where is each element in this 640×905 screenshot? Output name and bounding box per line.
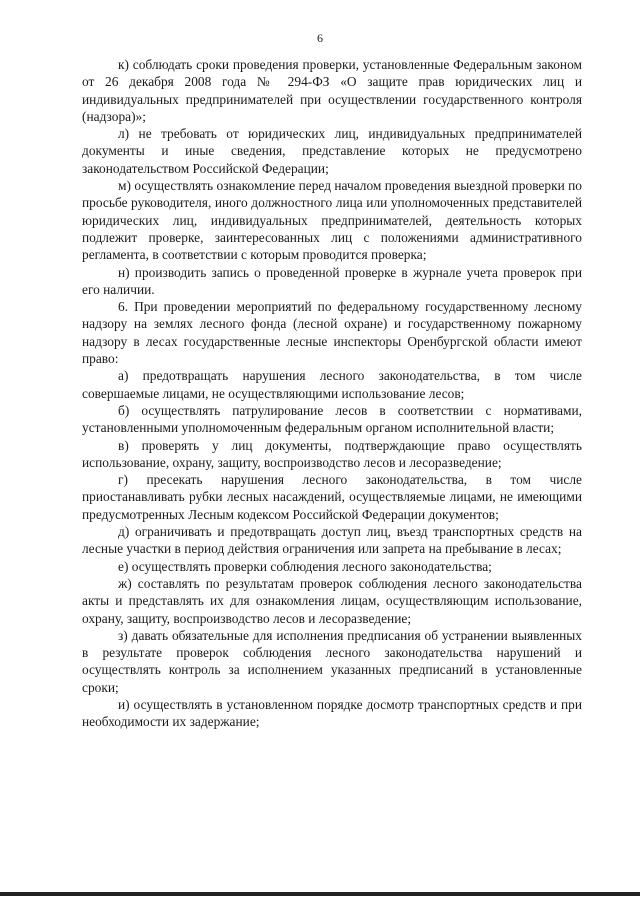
paragraph-g: г) пресекать нарушения лесного законодательства, в том числе приостанавливать рубки лесных насаждений, осуществляемые лицами, не имеющими предусмотренных Лесным кодексом Российской Федерации документов; (82, 472, 582, 522)
paragraph-l: л) не требовать от юридических лиц, индивидуальных предпринимателей документы и иные сведения, представление которых не предусмотрено законодательством Российской Федерации; (82, 126, 582, 176)
paragraph-v: в) проверять у лиц документы, подтверждающие право осуществлять использование, охрану, защиту, воспроизводство лесов и лесоразведение; (82, 437, 582, 470)
paragraph-d: д) ограничивать и предотвращать доступ лиц, въезд транспортных средств на лесные участки в период действия ограничения или запрета на пребывание в лесах; (82, 524, 582, 557)
paragraph-z: з) давать обязательные для исполнения предписания об устранении выявленных в результате проверок соблюдения лесного законодательства нарушений и осуществлять контроль за исполнением указанных предписаний в установленные сроки; (82, 627, 582, 695)
bottom-scan-edge (0, 892, 640, 896)
paragraph-b: б) осуществлять патрулирование лесов в соответствии с нормативами, установленными уполномоченным федеральным органом исполнительной власти; (82, 402, 582, 436)
paragraph-m: м) осуществлять ознакомление перед началом проведения выездной проверки по просьбе руководителя, иного должностного лица или уполномоченных представителей юридических лиц, индивидуальных предпринимателей, деятельность которых подлежит проверке, заинтересованных лиц с положениями административного регламента, в соответствии с которым проводится проверка; (82, 178, 582, 263)
paragraph-i: и) осуществлять в установленном порядке досмотр транспортных средств и при необходимости их задержание; (82, 696, 582, 730)
paragraph-e: е) осуществлять проверки соблюдения лесного законодательства; (118, 558, 492, 574)
paragraph-k: к) соблюдать сроки проведения проверки, установленные Федеральным законом от 26 декабря 2008 года № 294-ФЗ «О защите прав юридических лиц и индивидуальных предпринимателей при осуществлении государственного контроля (надзора)»; (82, 57, 582, 124)
page-number: 6 (317, 31, 323, 45)
paragraph-zh: ж) составлять по результатам проверок соблюдения лесного законодательства акты и представлять их для ознакомления лицам, осуществляющим использование, охрану, защиту, воспроизводство лесов и лесоразведение; (82, 575, 582, 626)
paragraph-n: н) производить запись о проведенной проверке в журнале учета проверок при его наличии. (82, 264, 582, 297)
paragraph-a: а) предотвращать нарушения лесного законодательства, в том числе совершаемые лицами, не осуществляющими использование лесов; (82, 368, 582, 401)
document-body (82, 56, 582, 731)
section-6-intro: 6. При проведении мероприятий по федеральному государственному лесному надзору на землях лесного фонда (лесной охране) и государственному пожарному надзору в лесах государственные лесные инспекторы Оренбургской области имеют право: (82, 299, 582, 367)
